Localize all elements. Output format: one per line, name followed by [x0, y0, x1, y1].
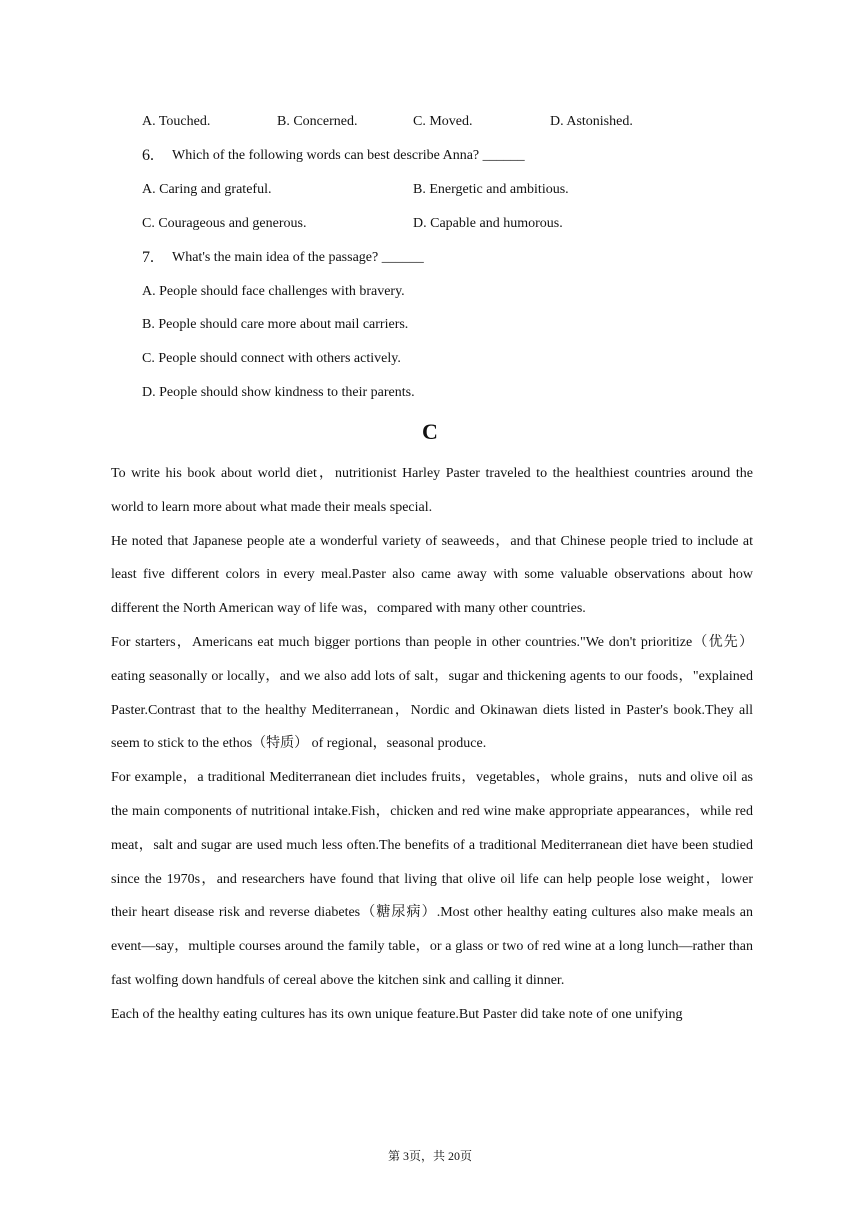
question-7-option-c-row — [0, 346, 860, 372]
q6-option-a[interactable]: A. Caring and grateful. — [142, 182, 272, 197]
question-7-option-d-row — [0, 380, 860, 406]
passage-paragraph: Each of the healthy eating cultures has its own unique feature.But Paster did take note of one unifying — [111, 1006, 683, 1022]
q5-option-a[interactable]: A. Touched. — [142, 114, 211, 129]
page-footer: 第 3页，共 20页 — [387, 1149, 472, 1163]
q6-stem: Which of the following words can best describe Anna? ______ — [172, 148, 525, 163]
section-c-title: C — [422, 419, 438, 444]
q7-stem: What's the main idea of the passage? ______ — [172, 250, 424, 265]
q5-option-b[interactable]: B. Concerned. — [277, 114, 358, 129]
q7-option-a[interactable]: A. People should face challenges with bravery. — [142, 284, 405, 299]
q7-number: 7. — [142, 249, 154, 266]
question-6-options-row-2 — [0, 211, 860, 237]
q5-option-c[interactable]: C. Moved. — [413, 114, 473, 129]
q6-number: 6. — [142, 147, 154, 164]
question-6-options-row-1 — [0, 177, 860, 203]
q6-option-d[interactable]: D. Capable and humorous. — [413, 216, 563, 231]
question-7-stem-row — [0, 245, 860, 271]
section-c-passage — [111, 457, 753, 1032]
passage-paragraph: He noted that Japanese people ate a wonderful variety of seaweeds，and that Chinese people tried to include at least five different colors in every meal.Paster also came away with some valuable observations about how different the North American way of life was，compared with many other countries. — [111, 533, 753, 617]
passage-paragraph: For starters，Americans eat much bigger portions than people in other countries."We don't prioritize（优先） eating seasonally or locally，and we also add lots of salt，sugar and thickening agents to our foods，"explained Paster.Contrast that to the healthy Mediterranean，Nordic and Okinawan diets listed in Paster's book.They all seem to stick to the ethos（特质） of regional，seasonal produce. — [111, 634, 753, 752]
question-7-option-b-row — [0, 312, 860, 338]
q7-option-b[interactable]: B. People should care more about mail carriers. — [142, 317, 409, 332]
passage-paragraph: To write his book about world diet，nutritionist Harley Paster traveled to the healthiest countries around the world to learn more about what made their meals special. — [111, 466, 753, 515]
question-5-options — [0, 109, 860, 135]
question-6-stem-row — [0, 143, 860, 169]
question-7-option-a-row — [0, 279, 860, 305]
q7-option-c[interactable]: C. People should connect with others actively. — [142, 351, 401, 366]
q5-option-d[interactable]: D. Astonished. — [550, 114, 633, 129]
q6-option-c[interactable]: C. Courageous and generous. — [142, 216, 307, 231]
q6-option-b[interactable]: B. Energetic and ambitious. — [413, 182, 569, 197]
passage-paragraph: For example，a traditional Mediterranean diet includes fruits，vegetables，whole grains，nuts and olive oil as the main components of nutritional intake.Fish，chicken and red wine make appropriate appearances，while red meat，salt and sugar are used much less often.The benefits of a traditional Mediterranean diet have been studied since the 1970s，and researchers have found that living that olive oil life can help people lose weight，lower their heart disease risk and reverse diabetes（糖尿病）.Most other healthy eating cultures also make meals an event—say，multiple courses around the family table，or a glass or two of red wine at a long lunch—rather than fast wolfing down handfuls of cereal above the kitchen sink and calling it dinner. — [111, 770, 753, 988]
q7-option-d[interactable]: D. People should show kindness to their parents. — [142, 385, 415, 400]
